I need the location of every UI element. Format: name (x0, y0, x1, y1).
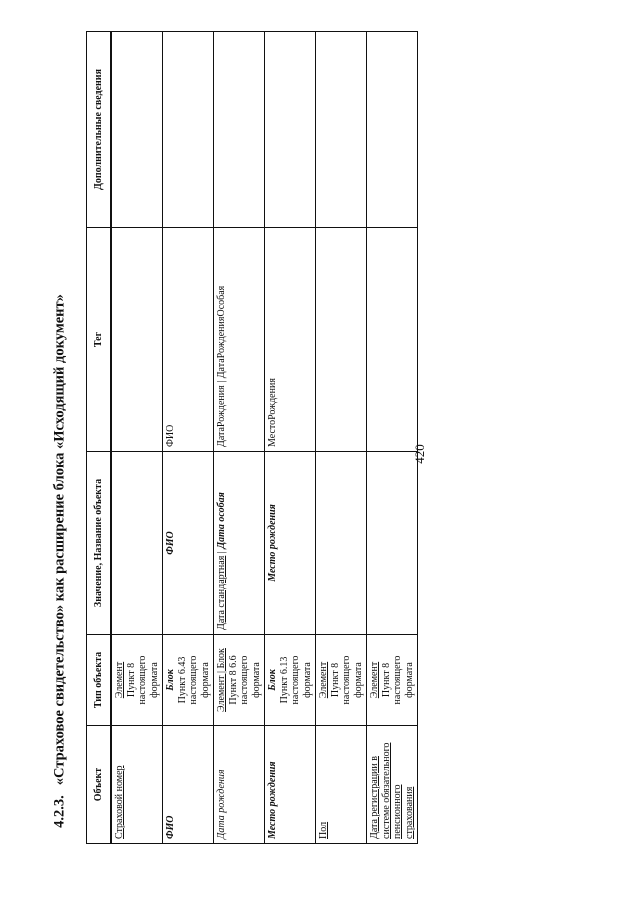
page-number: 420 (412, 444, 427, 464)
cell-object: Дата рождения (214, 726, 265, 844)
cell-type-kind (216, 639, 228, 721)
cell-tag (367, 228, 418, 452)
section-heading (52, 294, 69, 828)
cell-tag: МестоРождения (265, 228, 316, 452)
table-row (316, 32, 367, 844)
cell-type-kind: Элемент (369, 661, 380, 699)
cell-object: Дата регистрации в системе обязательного пенсионного страхования (367, 726, 418, 844)
header-value: Значение, Название объекта (87, 452, 112, 635)
cell-object: Пол (316, 726, 367, 844)
header-object: Объект (87, 726, 112, 844)
cell-value (214, 452, 265, 635)
table-row (367, 32, 418, 844)
cell-value: Место рождения (265, 452, 316, 635)
cell-additional (163, 32, 214, 228)
cell-tag: ФИО (163, 228, 214, 452)
cell-tag: ДатаРождения | ДатаРожденияОсобая (214, 228, 265, 452)
cell-type (163, 635, 214, 726)
cell-value (316, 452, 367, 635)
section-number: 4.2.3. (51, 795, 68, 828)
cell-type (367, 635, 418, 726)
table-header-row (87, 32, 112, 844)
cell-value-separator: | (216, 548, 227, 556)
cell-tag (111, 228, 163, 452)
cell-additional (265, 32, 316, 228)
cell-type-ref: Пункт 6.43 настоящего формата (176, 655, 211, 705)
table-row (265, 32, 316, 844)
cell-type-kind-element: Элемент | Блок (216, 648, 227, 712)
cell-object: Место рождения (265, 726, 316, 844)
cell-type-ref: Пункт 8 настоящего формата (329, 655, 364, 705)
cell-type (265, 635, 316, 726)
cell-type (316, 635, 367, 726)
cell-object: ФИО (163, 726, 214, 844)
cell-type-ref: Пункт 8 6.6 настоящего формата (227, 655, 262, 705)
cell-additional (316, 32, 367, 228)
table-row (163, 32, 214, 844)
cell-type-kind: Блок (165, 669, 176, 691)
cell-value (367, 452, 418, 635)
cell-value: ФИО (163, 452, 214, 635)
cell-type-ref: Пункт 8 настоящего формата (380, 655, 415, 705)
cell-value (111, 452, 163, 635)
cell-type-kind: Блок (267, 669, 278, 691)
table-row (214, 32, 265, 844)
header-additional: Дополнительные сведения (87, 32, 112, 228)
header-type: Тип объекта (87, 635, 112, 726)
cell-additional (214, 32, 265, 228)
cell-type (214, 635, 265, 726)
cell-tag (316, 228, 367, 452)
object-table (86, 31, 418, 844)
table-container (86, 32, 415, 844)
cell-object: Страховой номер (111, 726, 163, 844)
cell-type-ref: Пункт 6.13 настоящего формата (278, 655, 313, 705)
cell-additional (367, 32, 418, 228)
cell-value-extra: Дата особая (216, 492, 227, 549)
cell-type-kind: Элемент (114, 661, 125, 699)
cell-type-ref: Пункт 8 настоящего формата (125, 655, 160, 705)
header-tag: Тег (87, 228, 112, 452)
cell-additional (111, 32, 163, 228)
section-title: «Страховое свидетельство» как расширение блока «Исходящий документ» (51, 294, 68, 786)
cell-type (111, 635, 163, 726)
cell-value-main: Дата стандартная (216, 555, 227, 630)
table-row (111, 32, 163, 844)
cell-type-kind: Элемент (318, 661, 329, 699)
